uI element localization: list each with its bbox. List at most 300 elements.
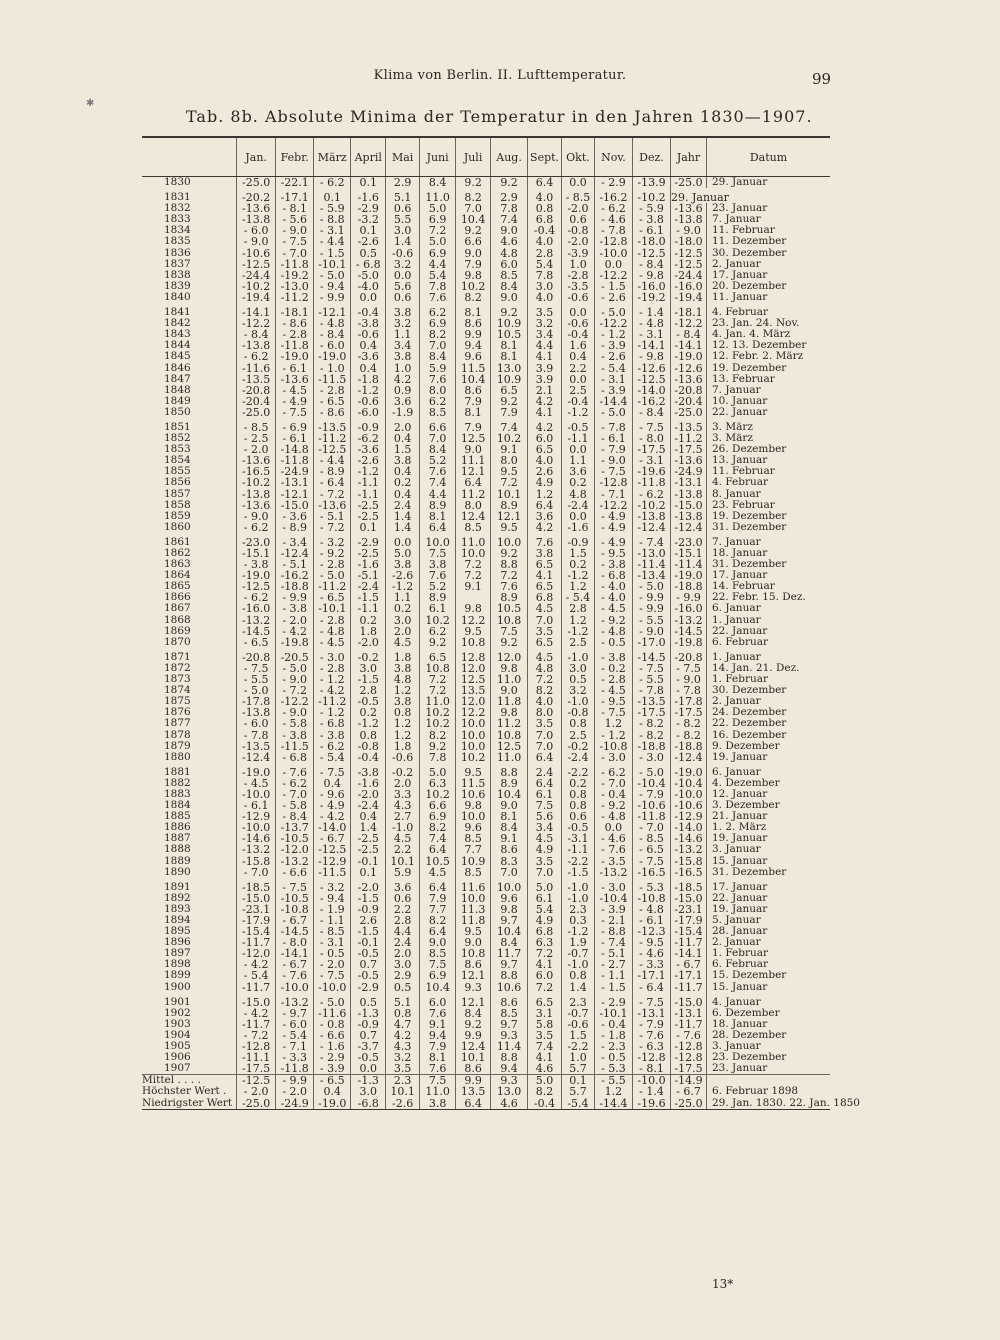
value-cell: -13.8 xyxy=(671,489,707,500)
value-cell: 5.7 xyxy=(562,1086,595,1097)
value-cell: - 0.4 xyxy=(594,1019,632,1030)
value-cell: - 7.9 xyxy=(632,1019,670,1030)
value-cell: -0.5 xyxy=(351,696,386,707)
date-cell: 5. Januar xyxy=(706,915,830,926)
column-header: April xyxy=(351,137,386,177)
value-cell: -12.5 xyxy=(314,444,351,455)
value-cell: -14.1 xyxy=(237,303,276,318)
value-cell: -0.4 xyxy=(562,396,595,407)
value-cell: 6.5 xyxy=(528,444,562,455)
value-cell: -19.2 xyxy=(632,292,670,303)
margin-mark: ✱ xyxy=(86,98,95,109)
value-cell: - 8.4 xyxy=(314,329,351,340)
value-cell: -14.6 xyxy=(671,833,707,844)
value-cell: -0.6 xyxy=(562,292,595,303)
date-cell: 12. Januar xyxy=(706,789,830,800)
value-cell: -13.5 xyxy=(237,374,276,385)
value-cell: 10.4 xyxy=(456,374,491,385)
value-cell: -13.8 xyxy=(632,511,670,522)
row-label: 1896 xyxy=(164,936,191,949)
value-cell: - 7.5 xyxy=(314,970,351,981)
value-cell: - 6.6 xyxy=(314,1030,351,1041)
value-cell: 0.4 xyxy=(386,433,420,444)
row-label: 1903 xyxy=(164,1017,191,1030)
value-cell: - 9.2 xyxy=(594,615,632,626)
value-cell: 4.4 xyxy=(386,926,420,937)
value-cell: -13.1 xyxy=(671,477,707,488)
value-cell: 0.0 xyxy=(594,822,632,833)
row-label: 1876 xyxy=(164,706,191,719)
value-cell: 11.4 xyxy=(491,1041,528,1052)
value-cell: -14.9 xyxy=(671,1075,707,1087)
value-cell: -25.0 xyxy=(237,177,276,189)
value-cell: - 3.9 xyxy=(594,385,632,396)
date-cell: 6. Januar xyxy=(706,603,830,614)
value-cell: -3.7 xyxy=(351,1041,386,1052)
table-row xyxy=(142,993,830,1008)
value-cell: - 6.1 xyxy=(276,433,314,444)
value-cell: -1.5 xyxy=(351,592,386,603)
date-cell: 19. Dezember xyxy=(706,511,830,522)
table-row xyxy=(142,982,830,993)
row-label: Mittel . . . . xyxy=(142,1075,237,1087)
value-cell: -2.5 xyxy=(351,548,386,559)
table-row xyxy=(142,752,830,763)
value-cell: 2.1 xyxy=(528,385,562,396)
value-cell: - 6.2 xyxy=(314,177,351,189)
date-cell: 19. Dezember xyxy=(706,363,830,374)
value-cell: -14.5 xyxy=(632,648,670,663)
value-cell: 0.1 xyxy=(314,188,351,203)
value-cell: - 9.0 xyxy=(671,674,707,685)
value-cell: -0.6 xyxy=(562,318,595,329)
row-label: 1907 xyxy=(164,1062,191,1075)
value-cell: 10.0 xyxy=(491,533,528,548)
value-cell: 0.0 xyxy=(386,270,420,281)
value-cell: -1.1 xyxy=(351,603,386,614)
value-cell: 11.0 xyxy=(420,696,456,707)
value-cell: 9.4 xyxy=(456,340,491,351)
value-cell: 4.1 xyxy=(528,959,562,970)
value-cell: - 2.9 xyxy=(314,1052,351,1063)
value-cell: -24.4 xyxy=(671,270,707,281)
value-cell: -13.8 xyxy=(237,707,276,718)
value-cell: -11.2 xyxy=(276,292,314,303)
value-cell: -20.8 xyxy=(237,385,276,396)
value-cell: -2.2 xyxy=(562,1041,595,1052)
value-cell: -0.9 xyxy=(351,904,386,915)
value-cell: 12.0 xyxy=(491,648,528,663)
value-cell: 4.1 xyxy=(528,407,562,418)
value-cell: 3.3 xyxy=(386,789,420,800)
value-cell: -1.6 xyxy=(351,778,386,789)
date-cell: 17. Januar xyxy=(706,878,830,893)
value-cell: -12.5 xyxy=(237,1075,276,1087)
value-cell: - 4.0 xyxy=(594,581,632,592)
value-cell: 2.7 xyxy=(386,811,420,822)
value-cell: 9.7 xyxy=(491,959,528,970)
value-cell: 7.5 xyxy=(491,626,528,637)
value-cell: - 5.3 xyxy=(632,878,670,893)
value-cell: 9.1 xyxy=(491,444,528,455)
value-cell: -14.5 xyxy=(276,926,314,937)
value-cell: 7.9 xyxy=(456,418,491,433)
column-header: Jan. xyxy=(237,137,276,177)
value-cell: -13.2 xyxy=(276,856,314,867)
value-cell: 13.0 xyxy=(491,363,528,374)
value-cell: 3.6 xyxy=(386,878,420,893)
value-cell: -12.6 xyxy=(632,363,670,374)
value-cell: 8.6 xyxy=(456,318,491,329)
value-cell: - 9.0 xyxy=(237,236,276,247)
value-cell: 3.9 xyxy=(528,363,562,374)
value-cell: 8.5 xyxy=(420,407,456,418)
value-cell: -10.2 xyxy=(237,281,276,292)
value-cell: 1.8 xyxy=(386,648,420,663)
value-cell: - 3.8 xyxy=(632,214,670,225)
value-cell: -15.4 xyxy=(237,926,276,937)
value-cell: -0.5 xyxy=(562,822,595,833)
value-cell: -12.8 xyxy=(671,1052,707,1063)
value-cell: 11.5 xyxy=(456,778,491,789)
value-cell: - 9.9 xyxy=(314,292,351,303)
value-cell: -18.1 xyxy=(671,303,707,318)
value-cell: - 6.2 xyxy=(237,522,276,533)
value-cell: -1.5 xyxy=(562,867,595,878)
date-cell: 2. Januar xyxy=(706,696,830,707)
value-cell: -11.7 xyxy=(237,1019,276,1030)
value-cell: - 6.8 xyxy=(594,570,632,581)
table-row xyxy=(142,637,830,648)
row-label: 1869 xyxy=(164,624,191,637)
value-cell: 12.1 xyxy=(456,993,491,1008)
row-label: Niedrigster Wert xyxy=(142,1098,237,1110)
value-cell: -6.2 xyxy=(351,433,386,444)
value-cell: 7.4 xyxy=(491,214,528,225)
date-cell: 1. Februar xyxy=(706,948,830,959)
value-cell: -25.0 xyxy=(237,407,276,418)
value-cell: 9.5 xyxy=(491,522,528,533)
value-cell: 2.0 xyxy=(386,626,420,637)
value-cell: 3.8 xyxy=(386,663,420,674)
value-cell: 4.0 xyxy=(528,188,562,203)
value-cell: - 8.4 xyxy=(632,259,670,270)
row-label: 1882 xyxy=(164,776,191,789)
value-cell: -12.2 xyxy=(671,318,707,329)
value-cell: -1.0 xyxy=(386,822,420,833)
value-cell: 4.1 xyxy=(528,351,562,362)
value-cell: 8.8 xyxy=(491,1052,528,1063)
row-label: 1839 xyxy=(164,279,191,292)
date-cell: 11. Februar xyxy=(706,466,830,477)
value-cell: - 7.5 xyxy=(276,236,314,247)
date-cell: 15. Dezember xyxy=(706,970,830,981)
value-cell: 0.4 xyxy=(351,363,386,374)
value-cell: 8.5 xyxy=(456,522,491,533)
value-cell: - 6.5 xyxy=(237,637,276,648)
row-label: 1894 xyxy=(164,914,191,926)
value-cell: 3.0 xyxy=(386,615,420,626)
value-cell: 6.4 xyxy=(528,500,562,511)
value-cell: -1.0 xyxy=(562,959,595,970)
value-cell: - 2.0 xyxy=(276,615,314,626)
value-cell: 0.2 xyxy=(562,559,595,570)
value-cell: - 9.4 xyxy=(314,281,351,292)
value-cell: 7.2 xyxy=(420,674,456,685)
value-cell: 8.2 xyxy=(420,329,456,340)
value-cell: 7.6 xyxy=(420,292,456,303)
value-cell: 3.0 xyxy=(386,959,420,970)
value-cell: - 6.2 xyxy=(276,778,314,789)
value-cell: -10.0 xyxy=(314,982,351,993)
value-cell: - 4.4 xyxy=(314,455,351,466)
table-row xyxy=(142,615,830,626)
value-cell: -19.0 xyxy=(314,1098,351,1110)
value-cell: -0.1 xyxy=(351,937,386,948)
value-cell: -19.4 xyxy=(237,292,276,303)
value-cell: - 3.2 xyxy=(314,533,351,548)
value-cell: - 8.5 xyxy=(314,926,351,937)
column-header: Aug. xyxy=(491,137,528,177)
value-cell: 0.0 xyxy=(351,1063,386,1075)
value-cell: 9.2 xyxy=(491,548,528,559)
value-cell: - 7.2 xyxy=(314,489,351,500)
value-cell: -1.6 xyxy=(351,559,386,570)
running-head: Klima von Berlin. II. Lufttemperatur. xyxy=(373,68,627,83)
value-cell: 12.1 xyxy=(456,970,491,981)
date-cell: 4. Februar xyxy=(706,477,830,488)
value-cell: -3.6 xyxy=(351,444,386,455)
value-cell: - 4.9 xyxy=(276,396,314,407)
value-cell: 8.1 xyxy=(491,351,528,362)
value-cell: 8.1 xyxy=(420,1052,456,1063)
value-cell: - 8.2 xyxy=(671,718,707,729)
value-cell: 11.6 xyxy=(456,878,491,893)
row-label: 1867 xyxy=(164,602,191,615)
value-cell: 10.6 xyxy=(491,982,528,993)
date-cell: 7. Januar xyxy=(706,214,830,225)
value-cell: - 4.6 xyxy=(632,948,670,959)
date-cell: 1. Februar xyxy=(706,674,830,685)
value-cell: 6.1 xyxy=(528,893,562,904)
row-label: 1852 xyxy=(164,432,191,445)
value-cell: -2.2 xyxy=(562,856,595,867)
value-cell: -20.5 xyxy=(276,648,314,663)
value-cell: - 6.1 xyxy=(237,800,276,811)
value-cell: -1.1 xyxy=(562,844,595,855)
value-cell: 10.8 xyxy=(456,637,491,648)
value-cell: - 6.0 xyxy=(314,340,351,351)
value-cell: - 6.2 xyxy=(237,351,276,362)
value-cell: 8.4 xyxy=(456,1008,491,1019)
value-cell: -10.1 xyxy=(594,1008,632,1019)
value-cell: 0.0 xyxy=(386,533,420,548)
value-cell: - 2.9 xyxy=(594,993,632,1008)
row-label: 1866 xyxy=(164,591,191,604)
value-cell: - 2.0 xyxy=(237,1086,276,1097)
value-cell: 0.0 xyxy=(562,177,595,189)
value-cell: 12.8 xyxy=(456,648,491,663)
value-cell: 9.8 xyxy=(491,904,528,915)
value-cell: -25.0 xyxy=(671,1098,707,1110)
value-cell: - 4.5 xyxy=(594,603,632,614)
value-cell: 7.2 xyxy=(456,570,491,581)
value-cell: 3.8 xyxy=(420,559,456,570)
table-row xyxy=(142,718,830,729)
value-cell: -13.9 xyxy=(632,177,670,189)
value-cell: 5.0 xyxy=(420,203,456,214)
minima-table xyxy=(142,136,860,1110)
value-cell: 0.1 xyxy=(351,867,386,878)
value-cell: - 6.2 xyxy=(237,592,276,603)
value-cell: 7.5 xyxy=(420,548,456,559)
value-cell: 6.3 xyxy=(528,937,562,948)
value-cell: 3.6 xyxy=(562,466,595,477)
value-cell: 10.0 xyxy=(456,893,491,904)
value-cell: - 7.5 xyxy=(314,763,351,778)
value-cell: 3.8 xyxy=(420,1098,456,1110)
value-cell: - 9.4 xyxy=(314,893,351,904)
value-cell: -17.8 xyxy=(671,696,707,707)
value-cell: - 4.6 xyxy=(594,833,632,844)
value-cell: 12.2 xyxy=(456,615,491,626)
value-cell: 11.5 xyxy=(456,363,491,374)
value-cell: -0.4 xyxy=(528,225,562,236)
value-cell: - 7.5 xyxy=(276,407,314,418)
value-cell: 6.8 xyxy=(528,926,562,937)
table-row xyxy=(142,248,830,259)
value-cell: 3.4 xyxy=(528,822,562,833)
value-cell: 2.2 xyxy=(562,363,595,374)
value-cell: 6.4 xyxy=(420,522,456,533)
value-cell: -2.6 xyxy=(386,1098,420,1110)
row-label: 1853 xyxy=(164,443,191,456)
value-cell: -15.4 xyxy=(671,926,707,937)
value-cell: -0.2 xyxy=(386,763,420,778)
value-cell: - 5.9 xyxy=(632,203,670,214)
value-cell: - 7.9 xyxy=(594,444,632,455)
value-cell: - 9.0 xyxy=(276,707,314,718)
date-cell: 8. Januar xyxy=(706,489,830,500)
value-cell: -12.6 xyxy=(671,363,707,374)
value-cell: 4.9 xyxy=(528,915,562,926)
value-cell: 9.2 xyxy=(491,303,528,318)
value-cell: 7.4 xyxy=(420,833,456,844)
value-cell: 9.3 xyxy=(491,1030,528,1041)
value-cell: -13.2 xyxy=(237,615,276,626)
value-cell: -24.4 xyxy=(237,270,276,281)
value-cell: -17.5 xyxy=(632,444,670,455)
row-label: 1885 xyxy=(164,810,191,823)
value-cell: 11.7 xyxy=(491,948,528,959)
value-cell: 7.2 xyxy=(491,477,528,488)
value-cell: -20.8 xyxy=(671,385,707,396)
date-cell: 19. Januar xyxy=(706,752,830,763)
value-cell: - 6.8 xyxy=(276,752,314,763)
value-cell: - 8.5 xyxy=(237,418,276,433)
row-label: 1893 xyxy=(164,902,191,915)
value-cell: - 5.1 xyxy=(276,559,314,570)
value-cell: -19.2 xyxy=(276,270,314,281)
date-cell: 23. Jan. 24. Nov. xyxy=(706,318,830,329)
value-cell: 10.1 xyxy=(386,856,420,867)
value-cell: -13.1 xyxy=(671,1008,707,1019)
value-cell: 4.3 xyxy=(386,800,420,811)
value-cell: -13.8 xyxy=(671,511,707,522)
value-cell: -13.6 xyxy=(237,455,276,466)
value-cell: 8.0 xyxy=(420,385,456,396)
value-cell: -2.0 xyxy=(351,789,386,800)
value-cell: - 7.0 xyxy=(276,789,314,800)
value-cell: -2.4 xyxy=(562,752,595,763)
value-cell: -0.4 xyxy=(528,1098,562,1110)
value-cell: 9.6 xyxy=(456,351,491,362)
value-cell: -2.8 xyxy=(562,270,595,281)
value-cell: 8.8 xyxy=(491,559,528,570)
value-cell: -12.0 xyxy=(276,844,314,855)
value-cell: - 7.0 xyxy=(594,778,632,789)
value-cell: - 7.1 xyxy=(276,1041,314,1052)
value-cell: 1.2 xyxy=(386,685,420,696)
value-cell: 10.0 xyxy=(456,741,491,752)
value-cell: -4.0 xyxy=(351,281,386,292)
value-cell: -23.1 xyxy=(237,904,276,915)
value-cell: 11.8 xyxy=(491,696,528,707)
value-cell: 10.0 xyxy=(456,730,491,741)
value-cell: - 9.5 xyxy=(632,937,670,948)
value-cell: 10.1 xyxy=(456,1052,491,1063)
value-cell: - 5.0 xyxy=(594,303,632,318)
value-cell: 3.4 xyxy=(386,340,420,351)
value-cell: -14.0 xyxy=(632,385,670,396)
value-cell: 9.5 xyxy=(456,763,491,778)
value-cell: - 8.6 xyxy=(276,318,314,329)
value-cell: -16.0 xyxy=(671,603,707,614)
value-cell: 4.2 xyxy=(528,418,562,433)
value-cell: -14.5 xyxy=(237,626,276,637)
value-cell: -1.5 xyxy=(351,926,386,937)
value-cell: -6.8 xyxy=(351,1098,386,1110)
value-cell: -12.5 xyxy=(237,581,276,592)
row-label: 1842 xyxy=(164,317,191,330)
value-cell: -14.1 xyxy=(632,340,670,351)
value-cell: - 0.4 xyxy=(594,789,632,800)
value-cell: 0.2 xyxy=(351,615,386,626)
table-row xyxy=(142,533,830,548)
value-cell: -23.0 xyxy=(237,533,276,548)
value-cell: -15.1 xyxy=(237,548,276,559)
value-cell: -12.2 xyxy=(276,696,314,707)
value-cell: 0.0 xyxy=(562,511,595,522)
value-cell: 2.3 xyxy=(386,1075,420,1087)
value-cell: 4.8 xyxy=(528,663,562,674)
value-cell: 10.4 xyxy=(420,982,456,993)
value-cell: 6.4 xyxy=(456,1098,491,1110)
value-cell: 8.4 xyxy=(420,177,456,189)
value-cell: -12.8 xyxy=(594,236,632,247)
value-cell: 1.0 xyxy=(386,363,420,374)
value-cell: 8.5 xyxy=(491,1008,528,1019)
value-cell: - 6.6 xyxy=(276,867,314,878)
value-cell: 8.6 xyxy=(491,993,528,1008)
value-cell: 1.1 xyxy=(386,592,420,603)
value-cell: - 4.5 xyxy=(276,385,314,396)
value-cell: 0.8 xyxy=(528,203,562,214)
value-cell: 7.9 xyxy=(456,396,491,407)
value-cell: 8.1 xyxy=(456,303,491,318)
value-cell: -1.2 xyxy=(351,466,386,477)
value-cell: - 3.8 xyxy=(237,559,276,570)
